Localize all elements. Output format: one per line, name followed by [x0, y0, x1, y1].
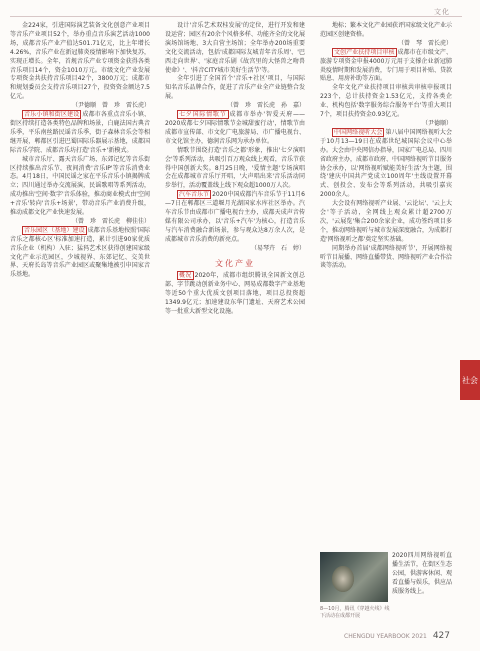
entry-text: 第八届中国网络视听大会于10月13—19日在成都世纪城国际会议中心举办。大会由中央网信办指导，国家广电总局、四川省政府主办，成都市政府、中国网络视听节目服务协会承办，以'网络视听赋能美好生活'为主题，围绕'建庆中国共产党成立100周年'主线设置开幕式、创投会、发布会等系列活动，共吸引嘉宾2000余人。 — [320, 128, 453, 199]
entry-paragraph — [10, 111, 150, 156]
entry-text: 2020中国成都汽车音乐节于11月6—7日在郫都区三道堰月光湖国家水库社区举办。汽车音乐节由成都市广播电视台主办，成都天成声音传媒有限公司承办，以'音乐+汽车'为核心，打造音乐与汽车消费融合新场景，参与观众达8万余人次，是成都城市音乐消费的新亮点。 — [165, 191, 305, 243]
entry-paragraph — [320, 129, 452, 200]
body-paragraph: 城市音乐厅、露天音乐广场、东郊记忆等音乐街区持续推出音乐节、夜间消费'音乐IP'等音乐消费业态。4月18日，中国民谣之家在平乐音乐小镇揭牌成立；四川通过举办交流展演，民谣歌唱等系列活动，成功推出'空间·数字'音乐体验，推动商业模式由'空间+音乐'转向'音乐+场景'，带动音乐产业消费升级，推动成都文化产业快速发展。 — [10, 155, 150, 217]
entry-heading-tag: 概况 — [179, 272, 192, 280]
body-paragraph: 大会设有网络视听产业展、'云论坛'、'云上大会'等子活动，全网线上观众累计超2700万次，'云展览'集合200余家企业，成功签约项目多个，推动网络视听与城市发展深度融合，为成都打造'网络视听之都'奠定坚实基础。 — [320, 200, 453, 243]
column-2 — [165, 22, 305, 317]
entry-text: 成都音乐基地按照'国际音乐之都核心区'标准加速打造，累计引进90家优质音乐企业（机构）入驻；猛犸艺术区获得创建国家级文化产业示范园区，少城视界、东郊记忆、交美世界、天府长岛等音乐产业园区或聚集地被引申国家音乐基地。 — [10, 226, 150, 279]
entry-text: 成都市在市级文产、旅游专项资金申报4000万元用于支撑企业新冠肺炎疫情时期和发展消费，专门用于项目补贴、贷款贴息、用房补助等方面。 — [320, 48, 453, 83]
photo-side-text: 2020四川网络视听直播生活节，在街区生态公园，供游客休闲、观看直播与娱乐，供应品质服务线上。 — [392, 552, 453, 595]
entry-paragraph — [320, 49, 452, 85]
author-signature: （曾 珍 雷长虎 孙 嘉） — [226, 102, 305, 110]
column-1 — [10, 22, 150, 280]
body-paragraph: 全年文化产业扶持项目审核共审核申报项目223个，总计扶持资金1.53亿元，支持各类企业、机构包括'数字服务综合服务平台'等重大项目7个，项目扶持资金0.93亿元。 — [320, 84, 452, 119]
entry-paragraph — [165, 191, 305, 244]
entry-paragraph — [165, 272, 305, 317]
author-signature: （尹德顺） — [421, 119, 452, 127]
body-paragraph: 地标；繁本文化产业园获评国家级文化产业示范园区创建资格。 — [320, 22, 453, 38]
page-footer — [344, 631, 450, 641]
author-signature: （曾 珍 雷长虎 柳佳佳） — [71, 217, 150, 225]
footer-label: CHENGDU YEARBOOK 2021 — [344, 633, 427, 640]
entry-heading-tag: 文创产业扶持项目审核 — [334, 48, 395, 56]
header-label: 文化 — [434, 8, 450, 16]
body-paragraph: 同期举办首届'成都网络视听节'，开展网络视听节目展播、网络直播带货、网络视听产业合作洽谈等活动。 — [320, 244, 453, 270]
entry-paragraph — [10, 227, 150, 280]
author-signature: （易琴卉 石 婷） — [250, 244, 305, 252]
entry-text: 2020年，成都市组织腾讯全国新文创总部、字节跳动创新业务中心、网易成都数字产业基地等近50个重大优质文创项目落地，项目总投资超1349.9亿元；加速建设东华门遗址、天府艺术公园等一批重大新型文化设施。 — [165, 272, 305, 316]
body-paragraph: 情歌节围绕打造'音乐之都'形象，推出'七夕演唱会'等系列活动，共吸引百万观众线上观看，音乐节获得中国创新大奖。8月25日晚，'爱情主题'专场演唱会在成都城市音乐厅开唱，'大声唱出来'音乐活动同步举行，活动覆盖线上线下观众超1000万人次。 — [165, 146, 305, 190]
entry-text: 成都市各重点音乐小镇、街区持续打造各类特色品牌和场景，白鹿法国古典音乐季，平乐南丝路民谣音乐季，街子森林音乐会等相继开展，郫都区引进巴蜀国际乐器展示基地，成都国际音乐学院、成都音乐坊打造'音乐+'新模式。 — [10, 111, 150, 154]
author-signature: （曾 琴 雷长虎） — [397, 39, 452, 47]
entry-heading-tag: 音乐小镇和街区建设 — [24, 111, 80, 119]
entry-heading-tag: 音乐园区（基地）建设 — [24, 226, 85, 234]
entry-text: 成都市举办'智爱天府——2020成都七夕国际情歌节金城甜蜜行动'，情歌节由成都市宣传部、市文化广电旅游局、市广播电视台、市文化馆主办，德润音乐网为承办单位。 — [165, 111, 305, 145]
photo-caption: 8—10月，腾讯《穿越火线》线下活动在成都开展 — [320, 606, 390, 619]
page-number: 427 — [432, 631, 450, 641]
body-paragraph: 全年引进了全国首个'音乐+社区'项目，与国际知名音乐品牌合作，促进了音乐产业全产业链整合发展。 — [165, 75, 305, 101]
entry-paragraph — [165, 111, 305, 147]
header-divider — [10, 16, 462, 17]
entry-heading-tag: 中国网络视听大会 — [334, 128, 383, 136]
section-title: 文化产业 — [215, 258, 255, 268]
event-photo — [320, 552, 388, 602]
section-side-tab: 社会 — [460, 360, 480, 400]
entry-heading-tag: 汽车音乐节 — [179, 191, 210, 199]
author-signature: （尹德顺 曾 珍 雷长虎） — [71, 102, 150, 110]
column-3 — [320, 22, 452, 271]
entry-heading-tag: 七夕国际情歌节 — [179, 111, 227, 119]
body-paragraph: 设计'音乐艺术双桂发展'的定位，进行开发和建设运营；园区有20余个风格多样、功能齐全的文化展演场馆场地、3大自营主场馆；全年举办200场重要文化交流活动，包括'成都国际友城青年音乐周'、'巴西走向世界'、'家庭音乐剧《故宫里的大怪兽之吻兽使命》'、'抖音CITY城市美好生活节'等。 — [165, 22, 305, 74]
body-paragraph: 金224家，引进国际演艺装备文化创意产业项目等音乐产业项目52个，举办重点音乐演艺活动1000场，成都音乐产业产值达501.71亿元，比上年增长4.26%，音乐产业在新冠肺炎疫情影响下加快复苏，实现正增长。全年，首规音乐产业专项资金获得各类音乐项目14个，资金1010万元。市级文化产业发展专项资金共扶持音乐项目42个，3800万元；成都市和规划委员会支持音乐项目27个，投资资金额达7.5亿元。 — [10, 22, 150, 101]
